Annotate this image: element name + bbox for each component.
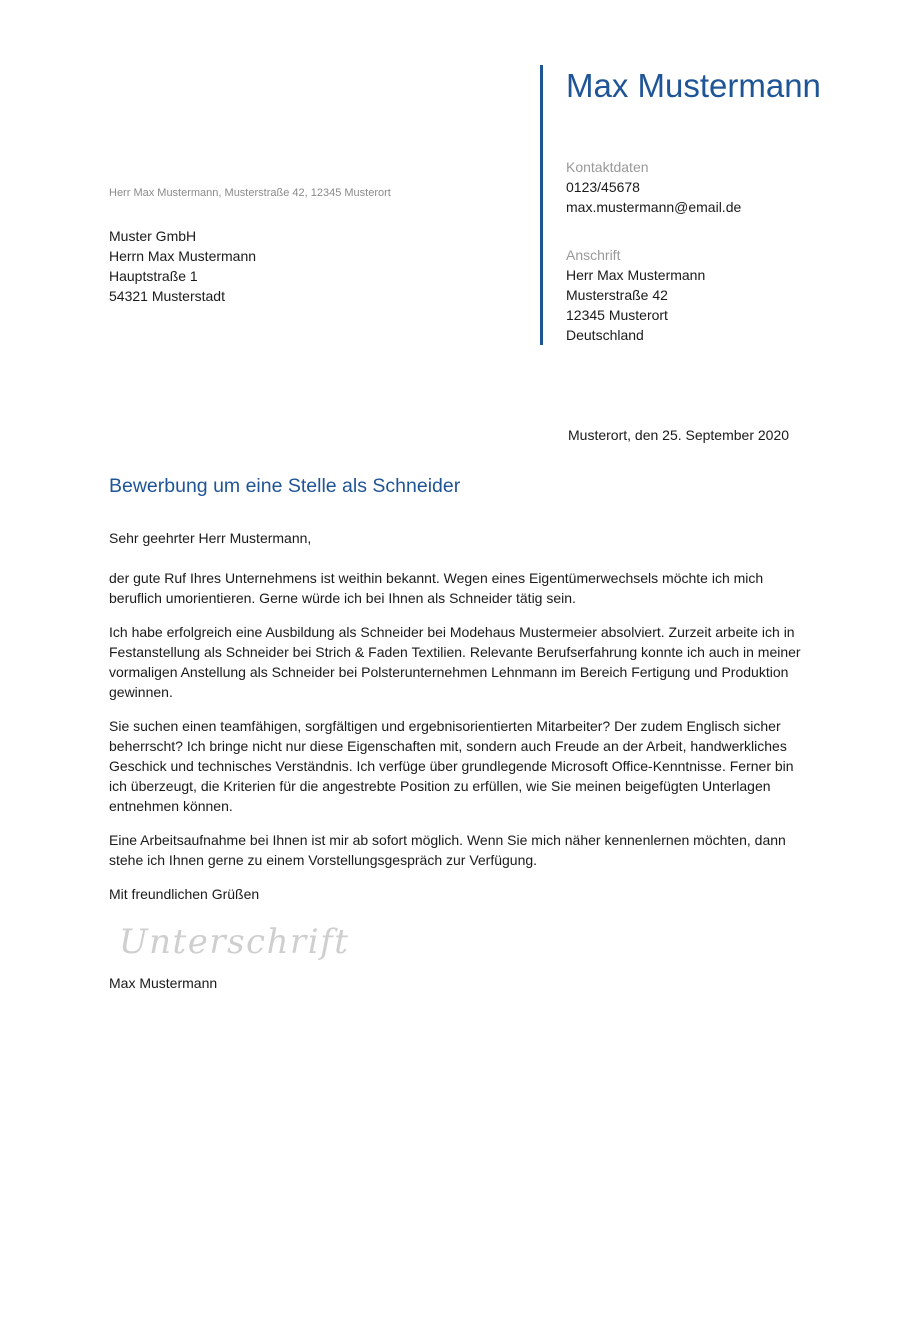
signer-name: Max Mustermann <box>109 975 218 991</box>
address-line: 12345 Musterort <box>566 307 668 323</box>
recipient-line: 54321 Musterstadt <box>109 288 225 304</box>
contact-phone: 0123/45678 <box>566 179 640 195</box>
address-heading: Anschrift <box>566 247 621 263</box>
body-paragraph: Eine Arbeitsaufnahme bei Ihnen ist mir ab sofort möglich. Wenn Sie mich näher kennenlernen möchten, dann stehe ich Ihnen gerne zu einem Vorstellungsgespräch zur Verfügung. <box>109 832 786 868</box>
contact-email: max.mustermann@email.de <box>566 199 742 215</box>
signature-placeholder: Unterschrift <box>119 922 350 962</box>
letter-date: Musterort, den 25. September 2020 <box>568 427 790 443</box>
recipient-line: Hauptstraße 1 <box>109 268 198 284</box>
closing: Mit freundlichen Grüßen <box>109 886 260 902</box>
address-line: Deutschland <box>566 327 644 343</box>
sender-address-block <box>566 245 705 345</box>
contact-block <box>566 157 741 217</box>
accent-divider <box>540 65 543 345</box>
recipient-line: Herrn Max Mustermann <box>109 248 257 264</box>
body-paragraph: Ich habe erfolgreich eine Ausbildung als Schneider bei Modehaus Mustermeier absolviert. Zurzeit arbeite ich in Festanstellung als Schneider bei Strich & Faden Textilien. Relevante Berufserfahrung konnte ich auch in meiner vormaligen Anstellung als Schneider bei Polsterunternehmen Lehnmann im Bereich Fertigung und Produktion gewinnen. <box>109 624 801 700</box>
sender-name-heading: Max Mustermann <box>566 67 821 104</box>
body-paragraph: Sie suchen einen teamfähigen, sorgfältigen und ergebnisorientierten Mitarbeiter? Der zudem Englisch sicher beherrscht? Ich bringe nicht nur diese Eigenschaften mit, sondern auch Freude an der Arbeit, handwerkliches Geschick und technisches Verständnis. Ich verfüge über grundlegende Microsoft Office-Kenntnisse. Ferner bin ich überzeugt, die Kriterien für die angestrebte Position zu erfüllen, wie Sie meinen beigefügten Unterlagen entnehmen können. <box>109 718 794 814</box>
contact-heading: Kontaktdaten <box>566 159 649 175</box>
address-line: Musterstraße 42 <box>566 287 668 303</box>
body-paragraph: der gute Ruf Ihres Unternehmens ist weithin bekannt. Wegen eines Eigentümerwechsels möchte ich mich beruflich umorientieren. Gerne würde ich bei Ihnen als Schneider tätig sein. <box>109 570 764 606</box>
letter-body <box>109 528 809 904</box>
return-address-line: Herr Max Mustermann, Musterstraße 42, 12345 Musterort <box>109 187 391 199</box>
salutation: Sehr geehrter Herr Mustermann, <box>109 530 312 546</box>
recipient-block <box>109 226 256 306</box>
address-line: Herr Max Mustermann <box>566 267 706 283</box>
letter-subject: Bewerbung um eine Stelle als Schneider <box>109 475 461 497</box>
recipient-line: Muster GmbH <box>109 228 197 244</box>
